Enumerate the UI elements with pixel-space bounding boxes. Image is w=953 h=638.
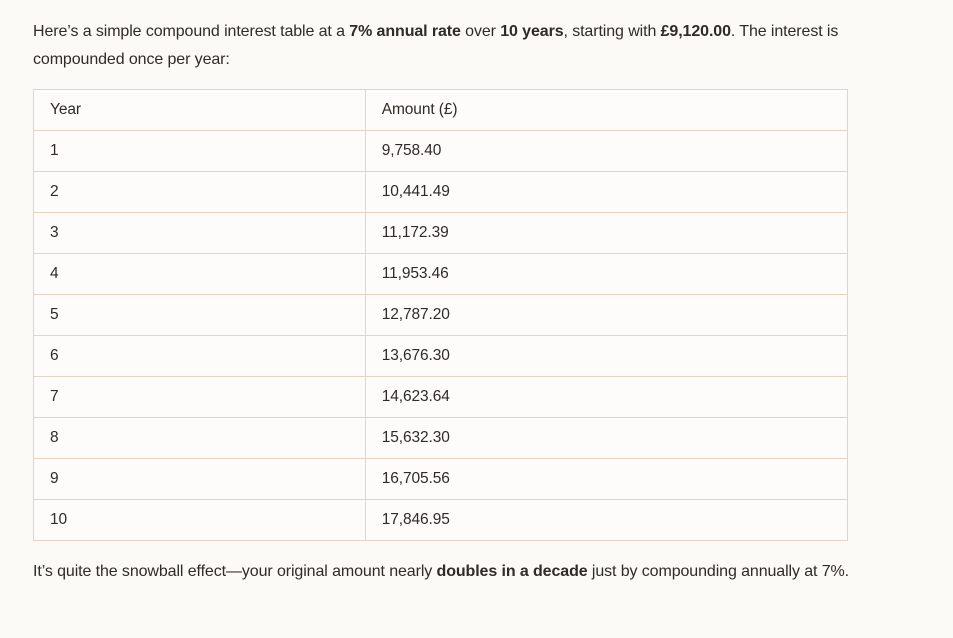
table-header-row (34, 90, 848, 131)
cell-amount: 12,787.20 (365, 295, 847, 336)
text-run: Here’s a simple compound interest table at a (33, 23, 350, 40)
cell-year: 8 (34, 418, 366, 459)
table-row (34, 213, 848, 254)
cell-amount: 17,846.95 (365, 500, 847, 541)
table-head (34, 90, 848, 131)
column-header-amount: Amount (£) (365, 90, 847, 131)
text-run: It’s quite the snowball effect—your original amount nearly (33, 563, 437, 580)
intro-paragraph (33, 18, 893, 74)
cell-year: 7 (34, 377, 366, 418)
cell-amount: 11,172.39 (365, 213, 847, 254)
cell-amount: 9,758.40 (365, 131, 847, 172)
cell-amount: 14,623.64 (365, 377, 847, 418)
cell-amount: 15,632.30 (365, 418, 847, 459)
table-row (34, 377, 848, 418)
cell-amount: 16,705.56 (365, 459, 847, 500)
emphasis-text: £9,120.00 (660, 23, 731, 40)
cell-amount: 10,441.49 (365, 172, 847, 213)
emphasis-text: doubles in a decade (436, 563, 588, 580)
cell-year: 9 (34, 459, 366, 500)
emphasis-text: 7% annual rate (349, 23, 461, 40)
cell-year: 4 (34, 254, 366, 295)
table-row (34, 172, 848, 213)
text-run: . The interest is compounded once per year: (33, 23, 839, 68)
compound-interest-table (33, 89, 848, 541)
table-body (34, 131, 848, 541)
text-run: over (460, 23, 501, 40)
cell-year: 5 (34, 295, 366, 336)
text-run: just by compounding annually at 7%. (587, 563, 850, 580)
table-row (34, 459, 848, 500)
cell-year: 2 (34, 172, 366, 213)
table-row (34, 254, 848, 295)
cell-amount: 11,953.46 (365, 254, 847, 295)
table-row (34, 295, 848, 336)
cell-year: 10 (34, 500, 366, 541)
text-run: , starting with (563, 23, 661, 40)
table-row (34, 336, 848, 377)
cell-year: 1 (34, 131, 366, 172)
table-row (34, 131, 848, 172)
cell-year: 3 (34, 213, 366, 254)
outro-paragraph (33, 558, 893, 586)
cell-amount: 13,676.30 (365, 336, 847, 377)
table-row (34, 500, 848, 541)
column-header-year: Year (34, 90, 366, 131)
table-row (34, 418, 848, 459)
cell-year: 6 (34, 336, 366, 377)
emphasis-text: 10 years (500, 23, 564, 40)
